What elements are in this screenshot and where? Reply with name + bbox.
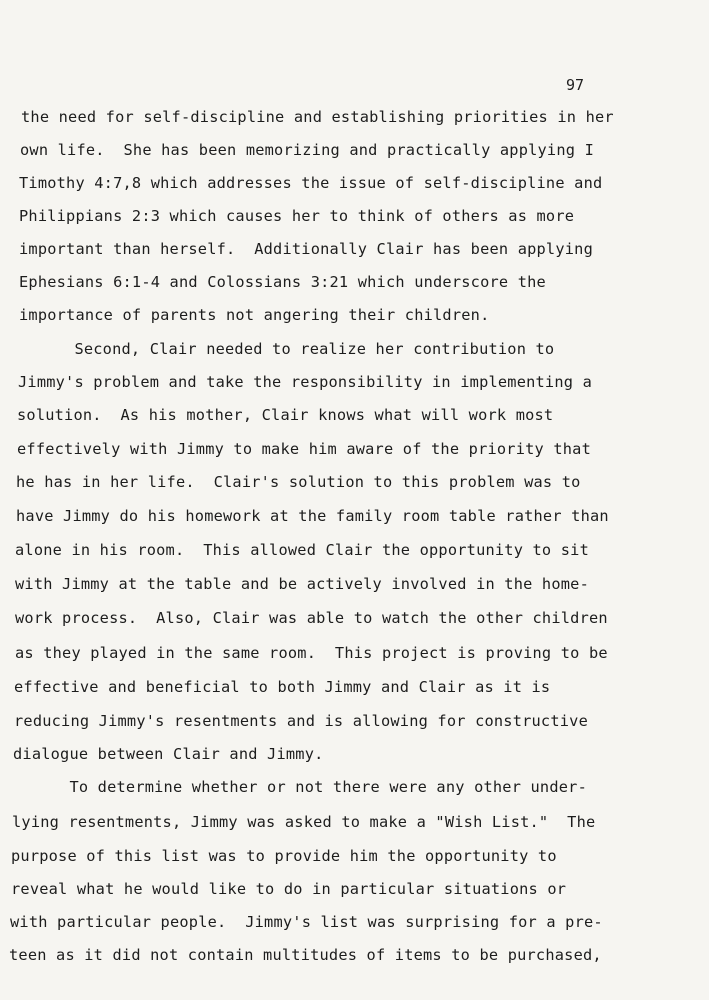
text-line: with particular people. Jimmy's list was surprising for a pre-	[10, 913, 603, 931]
text-line: reducing Jimmy's resentments and is allowing for constructive	[14, 712, 588, 730]
text-line: To determine whether or not there were any other under-	[13, 778, 587, 796]
text-line: effective and beneficial to both Jimmy and Clair as it is	[14, 678, 551, 696]
text-line: with Jimmy at the table and be actively involved in the home-	[15, 575, 589, 593]
text-line: Jimmy's problem and take the responsibility in implementing a	[18, 373, 592, 391]
text-line: reveal what he would like to do in particular situations or	[11, 880, 567, 898]
text-line: have Jimmy do his homework at the family room table rather than	[16, 507, 609, 525]
text-line: Second, Clair needed to realize her contribution to	[18, 340, 555, 358]
text-line: Timothy 4:7,8 which addresses the issue of self-discipline and	[19, 174, 603, 192]
text-line: teen as it did not contain multitudes of items to be purchased,	[9, 946, 602, 964]
text-line: own life. She has been memorizing and practically applying I	[20, 141, 594, 159]
text-line: lying resentments, Jimmy was asked to make a "Wish List." The	[12, 813, 596, 831]
text-line: Philippians 2:3 which causes her to think of others as more	[19, 207, 575, 225]
text-line: alone in his room. This allowed Clair the opportunity to sit	[15, 541, 589, 559]
text-line: important than herself. Additionally Clair has been applying	[19, 240, 593, 258]
page-number: 97	[566, 76, 585, 94]
text-line: effectively with Jimmy to make him aware of the priority that	[17, 440, 591, 458]
text-line: the need for self-discipline and establishing priorities in her	[21, 108, 614, 126]
text-line: importance of parents not angering their children.	[19, 306, 490, 324]
text-line: dialogue between Clair and Jimmy.	[13, 745, 324, 763]
text-line: he has in her life. Clair's solution to this problem was to	[16, 473, 581, 491]
text-line: work process. Also, Clair was able to watch the other children	[15, 609, 608, 627]
text-line: solution. As his mother, Clair knows what will work most	[17, 406, 554, 424]
text-line: purpose of this list was to provide him the opportunity to	[11, 847, 557, 865]
text-line: as they played in the same room. This project is proving to be	[15, 644, 608, 662]
text-line: Ephesians 6:1-4 and Colossians 3:21 which underscore the	[19, 273, 546, 291]
